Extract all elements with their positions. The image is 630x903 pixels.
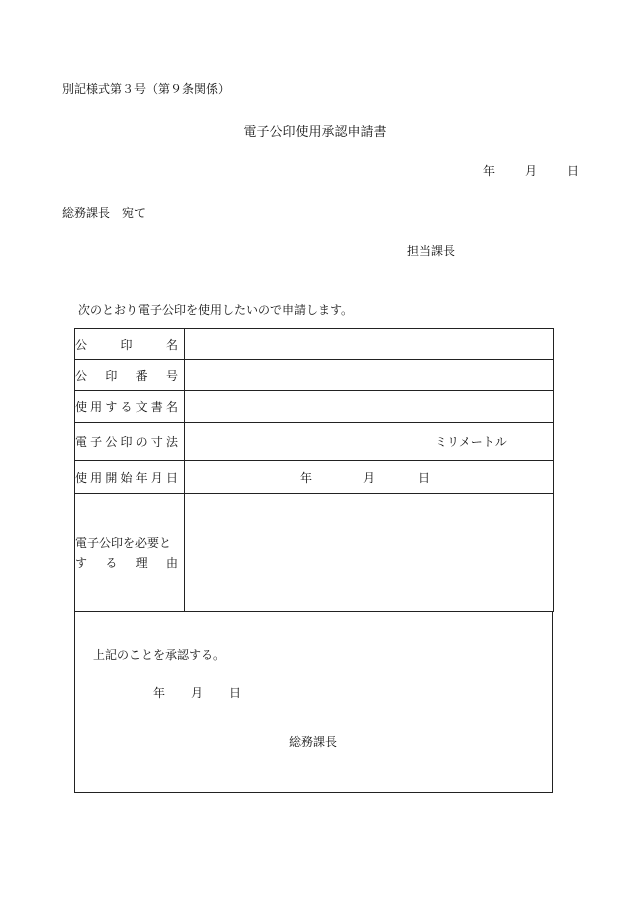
start-date-day: 日 xyxy=(418,470,431,485)
seal-number-field[interactable] xyxy=(185,360,554,391)
approval-date-month: 月 xyxy=(191,686,204,700)
applicant-title: 担当課長 xyxy=(407,244,456,258)
start-date-year: 年 xyxy=(300,470,313,485)
size-unit: ミリメートル xyxy=(435,435,507,449)
approval-section xyxy=(74,611,553,793)
date-year: 年 xyxy=(483,164,496,178)
intro-text: 次のとおり電子公印を使用したいので申請します。 xyxy=(78,303,354,317)
seal-size-label: 電 子 公 印 の 寸 法 xyxy=(75,423,185,461)
approval-date xyxy=(153,684,241,701)
approval-text: 上記のことを承認する。 xyxy=(93,648,226,662)
date-day: 日 xyxy=(567,164,580,178)
approver-title: 総務課長 xyxy=(289,735,338,749)
approval-date-year: 年 xyxy=(153,686,166,700)
document-name-label: 使 用 す る 文 書 名 xyxy=(75,391,185,423)
reason-field[interactable] xyxy=(185,494,554,612)
form-number: 別記様式第３号（第９条関係） xyxy=(62,82,231,96)
table-row xyxy=(75,360,554,391)
application-table xyxy=(74,328,554,612)
table-row xyxy=(75,423,554,461)
seal-size-field[interactable] xyxy=(185,423,554,461)
table-row xyxy=(75,329,554,360)
seal-number-label: 公 印 番 号 xyxy=(75,360,185,391)
seal-name-field[interactable] xyxy=(185,329,554,360)
application-date xyxy=(483,162,579,179)
table-row xyxy=(75,391,554,423)
start-date-month: 月 xyxy=(363,470,376,485)
document-name-field[interactable] xyxy=(185,391,554,423)
start-date-field[interactable] xyxy=(185,461,554,494)
approval-date-day: 日 xyxy=(229,686,242,700)
start-date-label: 使 用 開 始 年 月 日 xyxy=(75,461,185,494)
reason-label: 電子公印を必要と す る 理 由 xyxy=(75,494,185,612)
table-row xyxy=(75,494,554,612)
seal-name-label: 公 印 名 xyxy=(75,329,185,360)
date-month: 月 xyxy=(525,164,538,178)
document-title: 電子公印使用承認申請書 xyxy=(243,125,387,140)
addressee: 総務課長 宛て xyxy=(62,206,147,220)
table-row xyxy=(75,461,554,494)
